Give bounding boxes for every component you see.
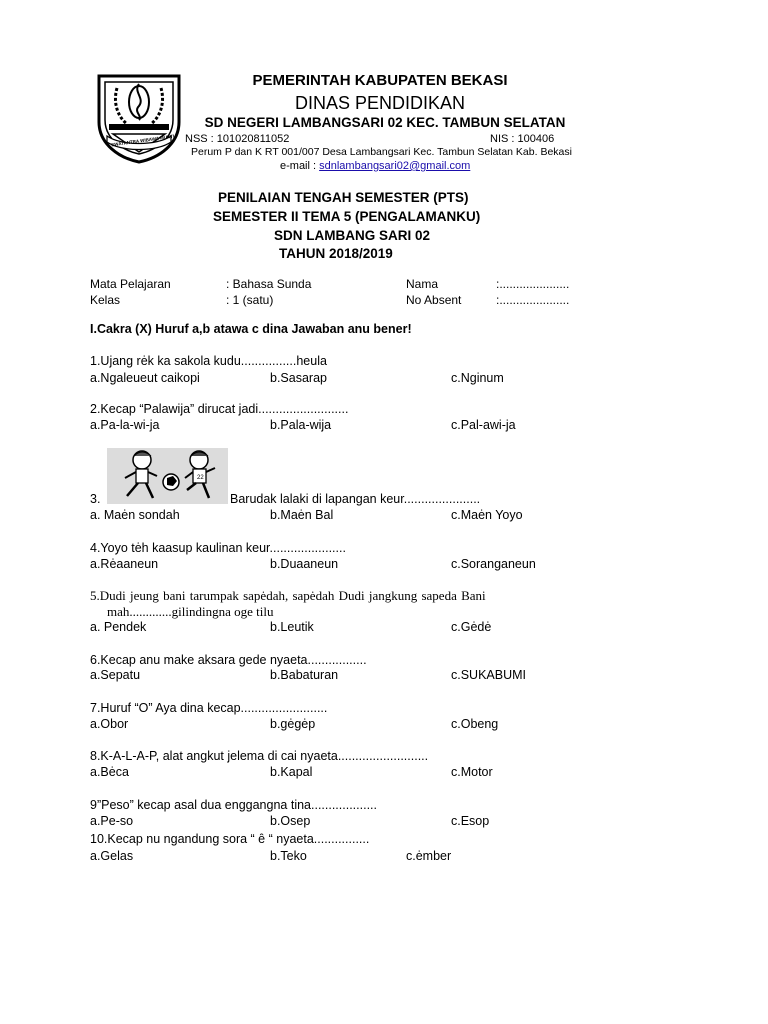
q9-option-b[interactable]: b.Osep (270, 814, 311, 828)
question-5-cont: mah.............gilindingna oge tilu (107, 604, 274, 619)
subject-label: Mata Pelajaran (90, 277, 171, 291)
school-district-logo (93, 72, 185, 169)
absent-label: No Absent (406, 293, 462, 307)
section-instruction: I.Cakra (X) Huruf a,b atawa c dina Jawaban anu bener! (90, 322, 412, 336)
question-6: 6.Kecap anu make aksara gede nyaeta................. (90, 653, 367, 667)
class-label: Kelas (90, 293, 121, 307)
q1-option-a[interactable]: a.Ngaleueut caikopi (90, 371, 200, 385)
q3-option-a[interactable]: a. Maėn sondah (90, 508, 180, 522)
absent-field[interactable]: :..................... (496, 293, 570, 307)
q5-option-b[interactable]: b.Leutik (270, 620, 314, 634)
q4-option-c[interactable]: c.Soranganeun (451, 557, 536, 571)
header-school: SD NEGERI LAMBANGSARI 02 KEC. TAMBUN SELATAN (204, 115, 566, 130)
q10-option-c[interactable]: c.ėmber (406, 849, 452, 863)
question-3: Barudak lalaki di lapangan keur...................... (230, 492, 481, 506)
header-agency: DINAS PENDIDIKAN (294, 93, 466, 113)
q7-option-c[interactable]: c.Obeng (451, 717, 499, 731)
q10-option-b[interactable]: b.Teko (270, 849, 307, 863)
exam-year: TAHUN 2018/2019 (279, 246, 393, 261)
q5-option-a[interactable]: a. Pendek (90, 620, 147, 634)
exam-title: PENILAIAN TENGAH SEMESTER (PTS) (218, 190, 469, 205)
question-2: 2.Kecap “Palawija” dirucat jadi.......................... (90, 402, 349, 416)
q6-option-a[interactable]: a.Sepatu (90, 668, 141, 682)
header-government: PEMERINTAH KABUPATEN BEKASI (252, 72, 508, 89)
question-4: 4.Yoyo tėh kaasup kaulinan keur...................... (90, 541, 346, 555)
question-1: 1.Ujang rėk ka sakola kudu................heula (90, 354, 327, 368)
class-value: : 1 (satu) (226, 293, 274, 307)
q3-option-c[interactable]: c.Maėn Yoyo (451, 508, 523, 522)
q8-option-a[interactable]: a.Bėca (90, 765, 129, 779)
question-10: 10.Kecap nu ngandung sora “ ȇ “ nyaeta................ (90, 832, 370, 846)
q6-option-b[interactable]: b.Babaturan (270, 668, 339, 682)
header-nss: NSS : 101020811052 (185, 133, 290, 145)
q6-option-c[interactable]: c.SUKABUMI (451, 668, 527, 682)
header-address: Perum P dan K RT 001/007 Desa Lambangsari Kec. Tambun Selatan Kab. Bekasi (191, 146, 572, 158)
q2-option-c[interactable]: c.Pal-awi-ja (451, 418, 516, 432)
boys-playing-football-image (107, 448, 228, 509)
question-7: 7.Huruf “O” Aya dina kecap......................... (90, 701, 328, 715)
q4-option-a[interactable]: a.Rėaaneun (90, 557, 159, 571)
logo-motto: SWATANTRA WIBAWA MUKTI (110, 133, 175, 148)
q10-option-a[interactable]: a.Gelas (90, 849, 134, 863)
subject-value: : Bahasa Sunda (226, 277, 312, 291)
name-field[interactable]: :..................... (496, 277, 570, 291)
email-label: e-mail : (280, 160, 317, 172)
q1-option-c[interactable]: c.Nginum (451, 371, 504, 385)
q3-option-b[interactable]: b.Maėn Bal (270, 508, 334, 522)
q2-option-b[interactable]: b.Pala-wija (270, 418, 332, 432)
question-3-number: 3. (90, 492, 101, 506)
q9-option-c[interactable]: c.Esop (451, 814, 490, 828)
question-8: 8.K-A-L-A-P, alat angkut jelema di cai nyaeta.......................... (90, 749, 429, 763)
q7-option-a[interactable]: a.Obor (90, 717, 129, 731)
header-email-row (280, 160, 470, 172)
q7-option-b[interactable]: b.gėgėp (270, 717, 316, 731)
q2-option-a[interactable]: a.Pa-la-wi-ja (90, 418, 160, 432)
question-9: 9”Peso” kecap asal dua enggangna tina................... (90, 798, 377, 812)
q1-option-b[interactable]: b.Sasarap (270, 371, 327, 385)
q9-option-a[interactable]: a.Pe-so (90, 814, 134, 828)
q5-option-c[interactable]: c.Gėdė (451, 620, 492, 634)
q8-option-c[interactable]: c.Motor (451, 765, 493, 779)
header-nis: NIS : 100406 (490, 133, 555, 145)
q8-option-b[interactable]: b.Kapal (270, 765, 313, 779)
exam-semester: SEMESTER II TEMA 5 (PENGALAMANKU) (213, 209, 481, 224)
q4-option-b[interactable]: b.Duaaneun (270, 557, 339, 571)
name-label: Nama (406, 277, 439, 291)
email-link[interactable]: sdnlambangsari02@gmail.com (319, 160, 471, 172)
exam-school: SDN LAMBANG SARI 02 (274, 228, 431, 243)
question-5: 5.Dudi jeung bani tarumpak sapėdah, sapėdah Dudi jangkung sapeda Bani (90, 588, 486, 603)
svg-text:22: 22 (197, 475, 204, 481)
